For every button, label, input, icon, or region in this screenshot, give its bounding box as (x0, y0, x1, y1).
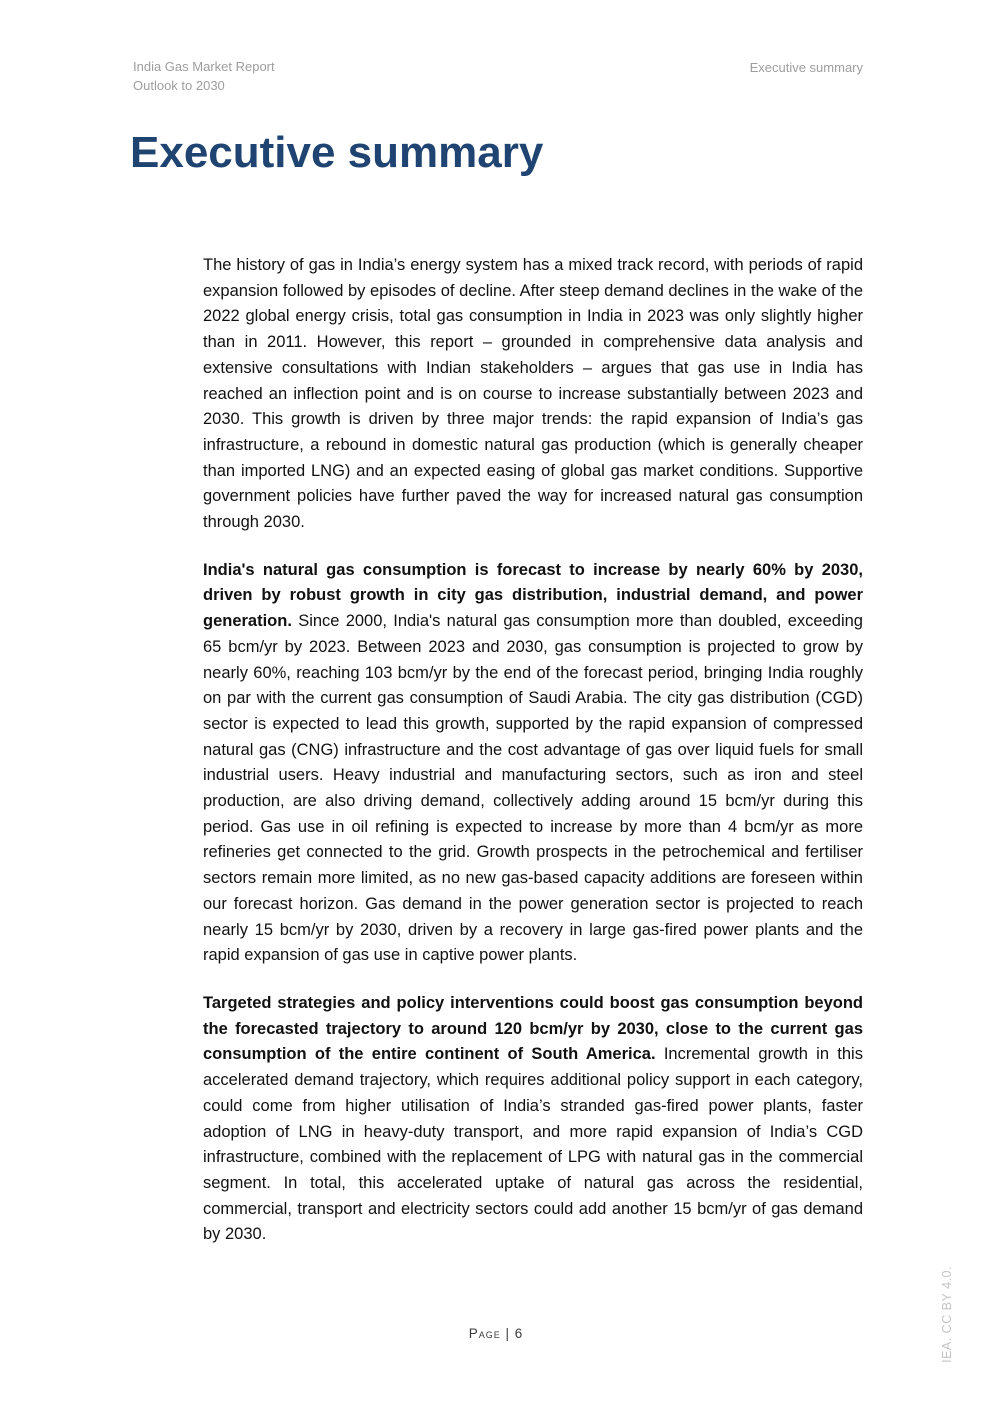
paragraph (203, 558, 863, 969)
paragraph-text: Since 2000, India's natural gas consumption more than doubled, exceeding 65 bcm/yr by 2023. Between 2023 and 2030, gas consumption is projected to grow by nearly 60%, reaching 103 bcm/yr by the end of the forecast period, bringing India roughly on par with the current gas consumption of Saudi Arabia. The city gas distribution (CGD) sector is expected to lead this growth, supported by the rapid expansion of compressed natural gas (CNG) infrastructure and the cost advantage of gas over liquid fuels for small industrial users. Heavy industrial and manufacturing sectors, such as iron and steel production, are also driving demand, collectively adding around 15 bcm/yr during this period. Gas use in oil refining is expected to increase by more than 4 bcm/yr as more refineries get connected to the grid. Growth prospects in the petrochemical and fertiliser sectors remain more limited, as no new gas-based capacity additions are foreseen within our forecast horizon. Gas demand in the power generation sector is projected to reach nearly 15 bcm/yr by 2030, driven by a recovery in large gas-fired power plants and the rapid expansion of gas use in captive power plants. (203, 612, 863, 965)
paragraph-lead: Targeted strategies and policy interventions could boost gas consumption beyond the forecasted trajectory to around 120 bcm/yr by 2030, close to the current gas consumption of the entire continent of South America. (203, 993, 863, 1064)
page-title: Executive summary (130, 128, 544, 177)
paragraph (203, 253, 863, 536)
report-subtitle: Outlook to 2030 (133, 78, 225, 93)
paragraph (203, 991, 863, 1248)
running-header-section: Executive summary (749, 60, 863, 75)
running-header-left (133, 57, 275, 95)
paragraph-lead: India's natural gas consumption is forecast to increase by nearly 60% by 2030, driven by robust growth in city gas distribution, industrial demand, and power generation. (203, 560, 863, 631)
report-title: India Gas Market Report (133, 59, 275, 74)
body-content (203, 253, 863, 1270)
paragraph-text: Incremental growth in this accelerated demand trajectory, which requires additional policy support in each category, could come from higher utilisation of India’s stranded gas-fired power plants, faster adoption of LNG in heavy-duty transport, and more rapid expansion of India’s CGD infrastructure, combined with the replacement of LPG with natural gas in the commercial segment. In total, this accelerated uptake of natural gas across the residential, commercial, transport and electricity sectors could add another 15 bcm/yr of gas demand by 2030. (203, 1045, 863, 1244)
paragraph-text: The history of gas in India’s energy system has a mixed track record, with periods of rapid expansion followed by episodes of decline. After steep demand declines in the wake of the 2022 global energy crisis, total gas consumption in India in 2023 was only slightly higher than in 2011. However, this report – grounded in comprehensive data analysis and extensive consultations with Indian stakeholders – argues that gas use in India has reached an inflection point and is on course to increase substantially between 2023 and 2030. This growth is driven by three major trends: the rapid expansion of India’s gas infrastructure, a rebound in domestic natural gas production (which is generally cheaper than imported LNG) and an expected easing of global gas market conditions. Supportive government policies have further paved the way for increased natural gas consumption through 2030. (203, 256, 863, 532)
license-note: IEA. CC BY 4.0. (940, 1266, 954, 1363)
page-number: Page | 6 (468, 1326, 524, 1341)
